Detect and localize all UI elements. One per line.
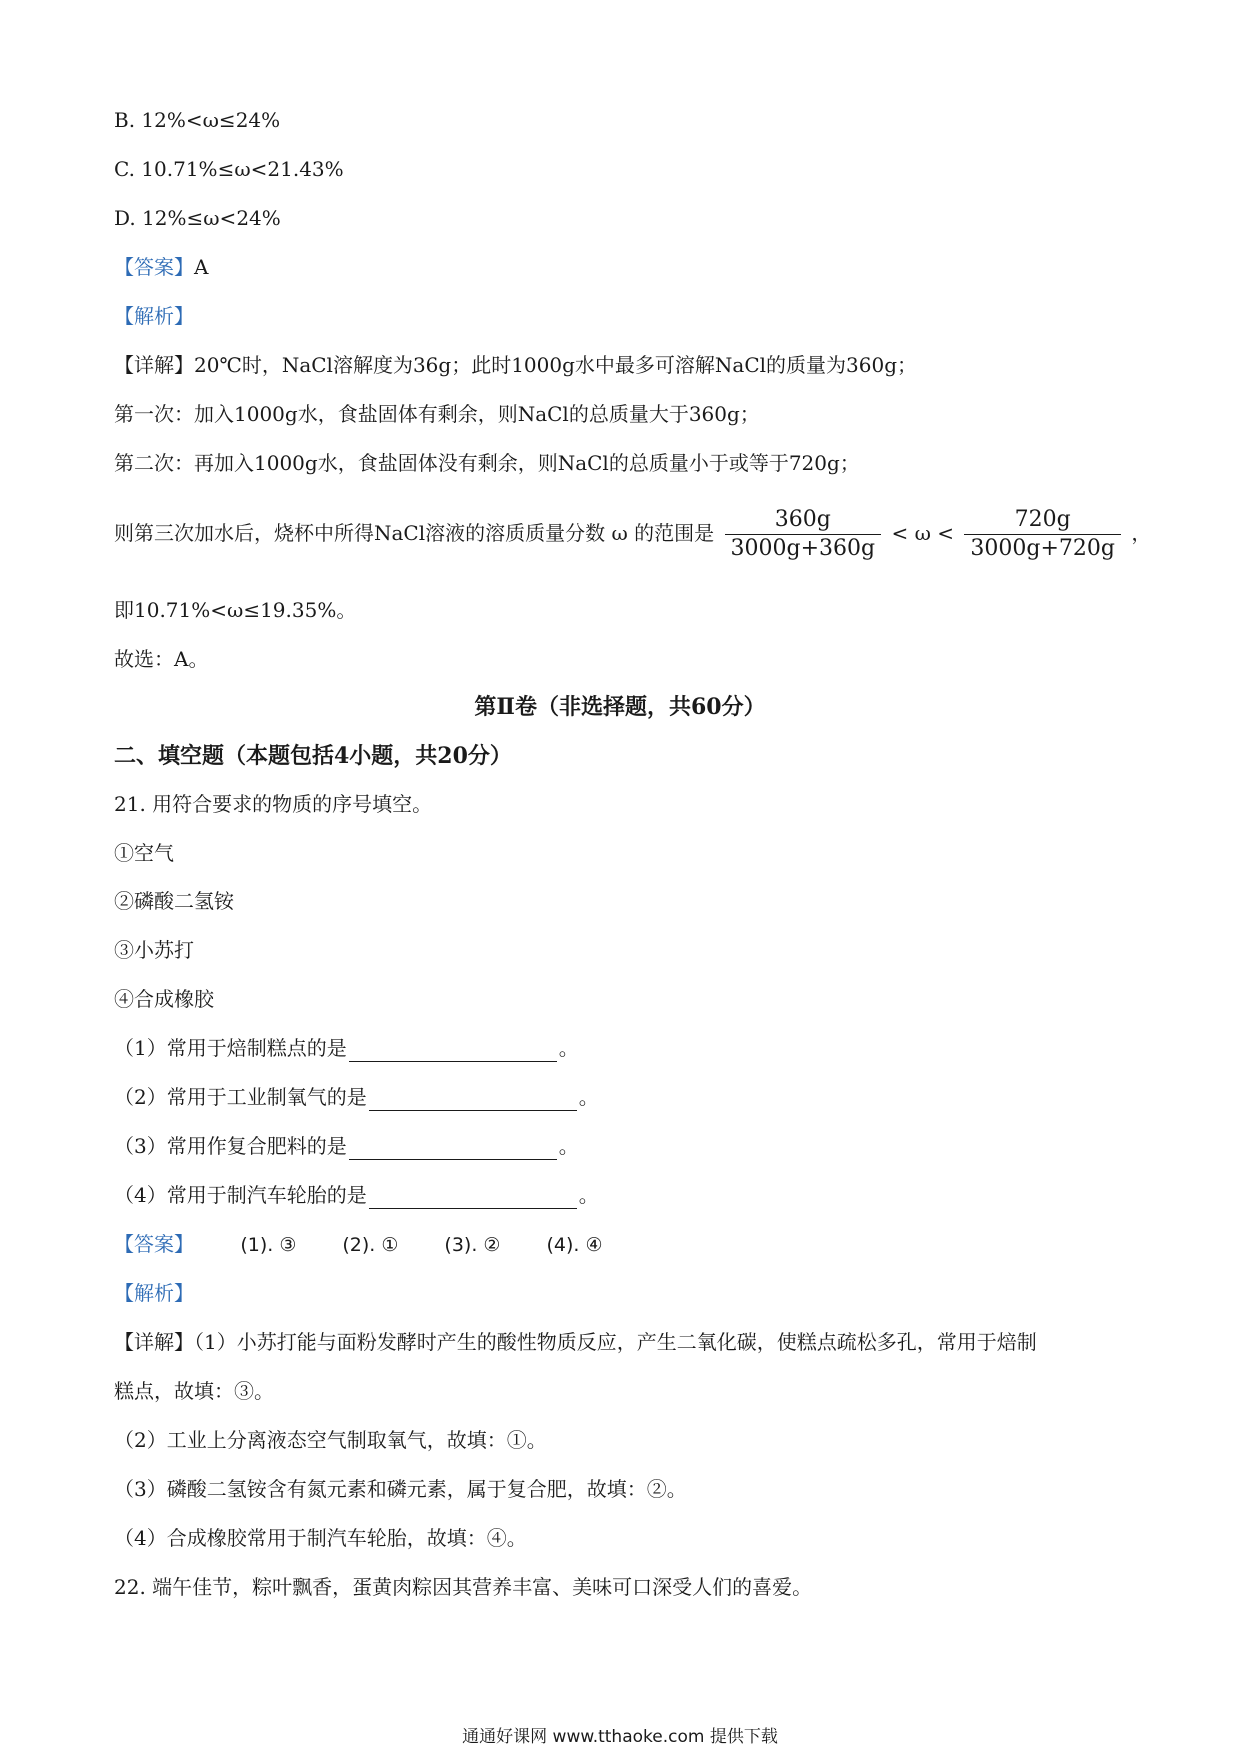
analysis-tag-q21 [114, 1279, 194, 1307]
q21-detail-1a [114, 1328, 1037, 1356]
detail-line-2: 第一次：加入1000g水，食盐固体有剩余，则NaCl的总质量大于360g； [114, 402, 760, 426]
q21-sub-4 [114, 1181, 599, 1209]
q21-detail-4: （4）合成橡胶常用于制汽车轮胎，故填：④。 [114, 1526, 527, 1550]
option-c: C. 10.71%≤ω<21.43% [114, 157, 344, 181]
footer-watermark: 通通好课网 www.tthaoke.com 提供下载 [462, 1727, 778, 1747]
answer-item: (3). ② [444, 1234, 501, 1256]
answer-tag: 【答案】 [114, 1232, 194, 1256]
analysis-tag-q20 [114, 302, 194, 330]
fraction-lower [725, 506, 882, 563]
option-d: D. 12%≤ω<24% [114, 206, 281, 230]
detail-text: （1）小苏打能与面粉发酵时产生的酸性物质反应，产生二氧化碳，使糕点疏松多孔，常用于焙制 [194, 1330, 1037, 1354]
answer-blank [369, 1090, 577, 1111]
detail-line-3: 第二次：再加入1000g水，食盐固体没有剩余，则NaCl的总质量小于或等于720g； [114, 451, 860, 475]
answer-blank [349, 1041, 557, 1062]
answer-blank [349, 1139, 557, 1160]
sub-question-text: （3）常用作复合肥料的是 [114, 1134, 347, 1158]
q22-stem: 22. 端午佳节，粽叶飘香，蛋黄肉粽因其营养丰富、美味可口深受人们的喜爱。 [114, 1575, 813, 1599]
period: 。 [558, 1134, 579, 1158]
fraction-lower-denominator: 3000g+360g [725, 534, 882, 563]
fraction-upper [964, 506, 1121, 563]
answer-blank [369, 1188, 577, 1209]
q21-sub-3 [114, 1132, 579, 1160]
detail-line-1 [114, 351, 917, 379]
detail-tag: 【详解】 [114, 1330, 194, 1354]
period: 。 [578, 1183, 599, 1207]
answer-tag: 【答案】 [114, 255, 194, 279]
answer-value: A [194, 255, 209, 279]
q21-item-4: ④合成橡胶 [114, 987, 214, 1011]
answer-item: (2). ① [342, 1234, 399, 1256]
period: 。 [558, 1036, 579, 1060]
q21-stem: 21. 用符合要求的物质的序号填空。 [114, 792, 433, 816]
range-prefix: 则第三次加水后，烧杯中所得NaCl溶液的溶质质量分数 ω 的范围是 [114, 521, 715, 545]
q21-item-1: ①空气 [114, 841, 174, 865]
detail-text: 20℃时，NaCl溶解度为36g；此时1000g水中最多可溶解NaCl的质量为360g； [194, 353, 917, 377]
analysis-tag: 【解析】 [114, 1281, 194, 1305]
detail-line-4 [114, 503, 1151, 563]
fraction-upper-numerator: 720g [1014, 507, 1071, 532]
detail-line-6: 故选：A。 [114, 647, 209, 671]
part-title: 二、填空题（本题包括4小题，共20分） [114, 743, 512, 769]
analysis-tag: 【解析】 [114, 304, 194, 328]
detail-line-5: 即10.71%<ω≤19.35%。 [114, 598, 357, 622]
fraction-lower-numerator: 360g [774, 507, 831, 532]
volume-title: 第Ⅱ卷（非选择题，共60分） [474, 694, 766, 720]
q21-sub-1 [114, 1034, 579, 1062]
q21-sub-2 [114, 1083, 599, 1111]
q21-item-2: ②磷酸二氢铵 [114, 889, 234, 913]
answer-line-q21 [114, 1230, 648, 1259]
q21-detail-1b: 糕点，故填：③。 [114, 1379, 274, 1403]
answer-list [240, 1231, 648, 1259]
sub-question-text: （2）常用于工业制氧气的是 [114, 1085, 367, 1109]
sub-question-text: （4）常用于制汽车轮胎的是 [114, 1183, 367, 1207]
option-b: B. 12%<ω≤24% [114, 108, 281, 132]
q21-detail-3: （3）磷酸二氢铵含有氮元素和磷元素，属于复合肥，故填：②。 [114, 1477, 687, 1501]
sub-question-text: （1）常用于焙制糕点的是 [114, 1036, 347, 1060]
inequality: < ω < [891, 521, 955, 545]
answer-item: (4). ④ [546, 1234, 603, 1256]
answer-line-q20 [114, 253, 208, 281]
fraction-upper-denominator: 3000g+720g [964, 534, 1121, 563]
q21-item-3: ③小苏打 [114, 938, 194, 962]
range-suffix: ， [1131, 521, 1152, 545]
q21-detail-2: （2）工业上分离液态空气制取氧气，故填：①。 [114, 1428, 547, 1452]
detail-tag: 【详解】 [114, 353, 194, 377]
period: 。 [578, 1085, 599, 1109]
answer-item: (1). ③ [240, 1234, 297, 1256]
